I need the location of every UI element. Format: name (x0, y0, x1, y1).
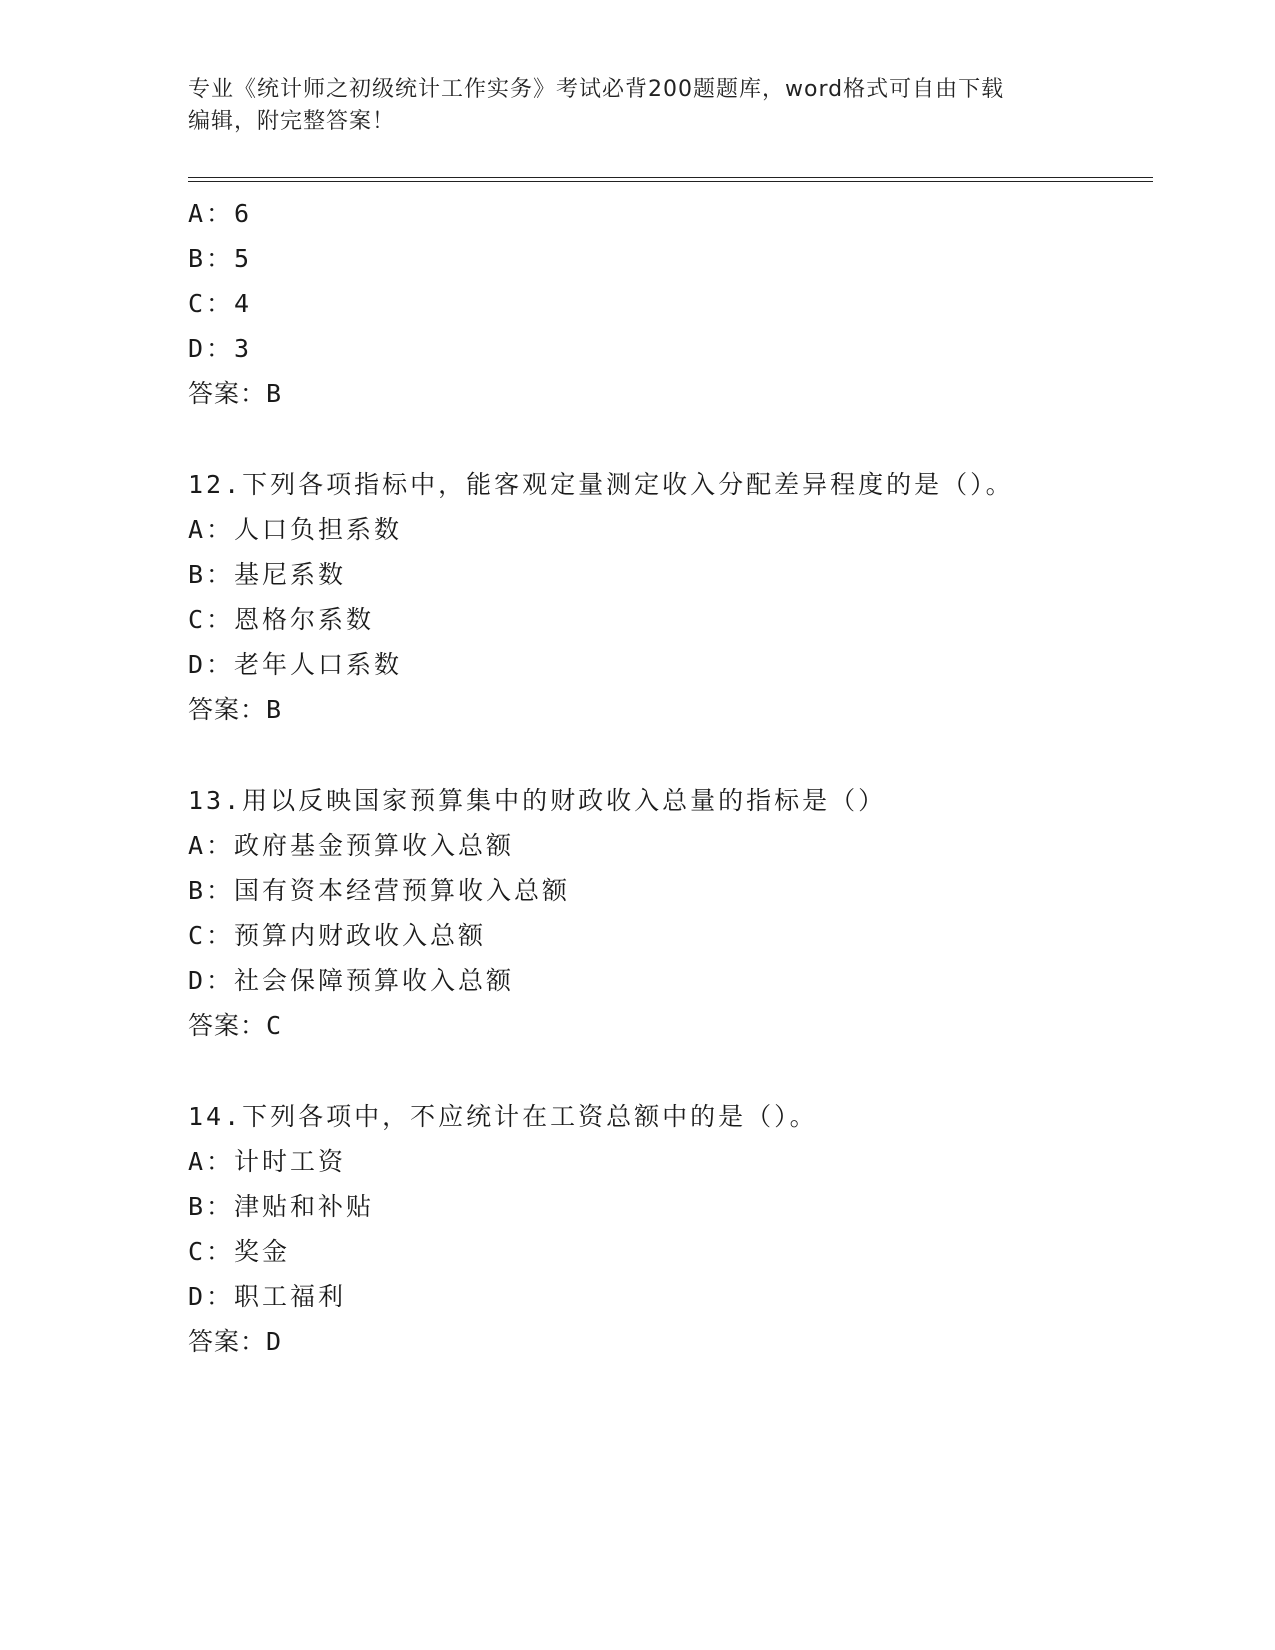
answer-label: 答案： (188, 379, 267, 408)
page-header (188, 74, 1068, 138)
question-13-title: 13.用以反映国家预算集中的财政收入总量的指标是（） (188, 786, 887, 815)
answer-label: 答案： (188, 695, 267, 724)
answer-value: D (266, 1327, 283, 1356)
header-line-2: 编辑，附完整答案！ (188, 109, 396, 134)
header-divider-bottom (188, 181, 1153, 182)
question-12-answer (188, 690, 282, 726)
question-14-option-a: A：计时工资 (188, 1147, 347, 1176)
prev-option-c: C：4 (188, 289, 253, 318)
header-divider-top (188, 177, 1153, 178)
answer-label: 答案： (188, 1011, 267, 1040)
question-14-answer (188, 1322, 282, 1358)
answer-value: C (266, 1011, 283, 1040)
question-12-option-a: A：人口负担系数 (188, 515, 403, 544)
answer-label: 答案： (188, 1327, 267, 1356)
question-12-title: 12.下列各项指标中，能客观定量测定收入分配差异程度的是（）。 (188, 470, 1014, 499)
header-line-1: 专业《统计师之初级统计工作实务》考试必背200题题库，word格式可自由下载 (188, 77, 1005, 102)
question-12-option-b: B：基尼系数 (188, 560, 347, 589)
question-13-option-d: D：社会保障预算收入总额 (188, 966, 515, 995)
answer-value: B (266, 695, 283, 724)
question-13-option-a: A：政府基金预算收入总额 (188, 831, 515, 860)
question-12-option-c: C：恩格尔系数 (188, 605, 375, 634)
question-13-answer (188, 1006, 282, 1042)
question-13-option-c: C：预算内财政收入总额 (188, 921, 487, 950)
question-13-option-b: B：国有资本经营预算收入总额 (188, 876, 571, 905)
question-14-option-c: C：奖金 (188, 1237, 291, 1266)
question-14-option-b: B：津贴和补贴 (188, 1192, 375, 1221)
question-14-title: 14.下列各项中，不应统计在工资总额中的是（）。 (188, 1102, 818, 1131)
question-14-option-d: D：职工福利 (188, 1282, 347, 1311)
answer-value: B (266, 379, 283, 408)
prev-option-d: D：3 (188, 334, 253, 363)
prev-option-b: B：5 (188, 244, 253, 273)
prev-answer (188, 374, 282, 410)
question-12-option-d: D：老年人口系数 (188, 650, 403, 679)
prev-option-a: A：6 (188, 199, 253, 228)
